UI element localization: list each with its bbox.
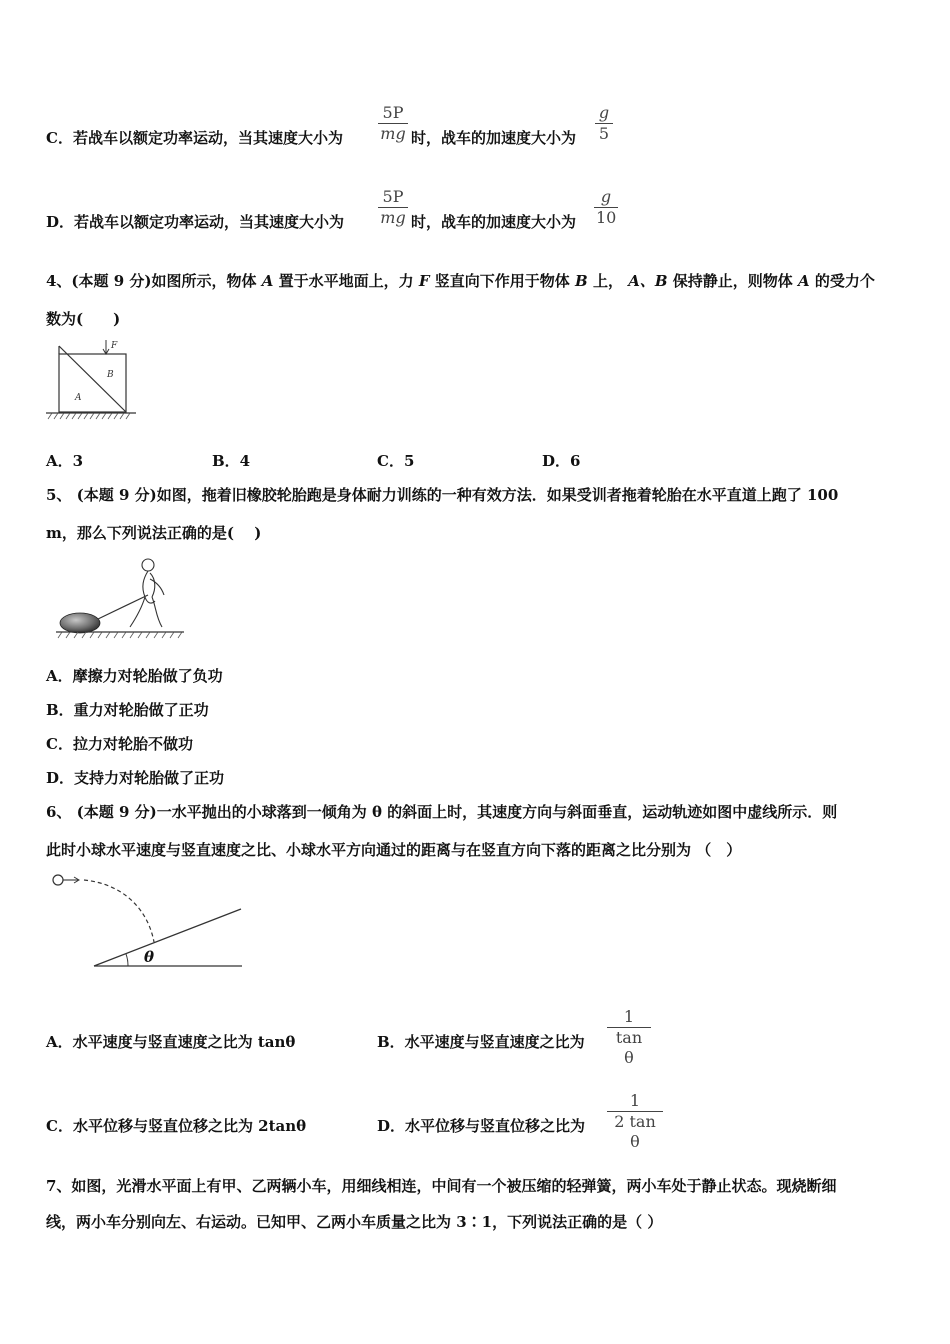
- q6-stem-line1: 6、 (本题 9 分)一水平抛出的小球落到一倾角为 θ 的斜面上时，其速度方向与斜面垂直，运动轨迹如图中虚线所示．则: [46, 803, 838, 821]
- runner-figure: [130, 559, 164, 627]
- q4-option-c[interactable]: C．5: [377, 452, 415, 470]
- q5-option-d[interactable]: D．支持力对轮胎做了正功: [46, 769, 225, 787]
- q4-option-b[interactable]: B．4: [212, 452, 251, 470]
- q6-option-b[interactable]: B．水平速度与竖直速度之比为: [377, 1033, 585, 1051]
- q4-stem-line2: 数为( ): [46, 310, 121, 328]
- q4-figure-label-f: F: [111, 341, 118, 351]
- q6-stem-line2: 此时小球水平速度与竖直速度之比、小球水平方向通过的距离与在竖直方向下落的距离之比分别为 （ ）: [46, 841, 742, 859]
- q5-option-b[interactable]: B．重力对轮胎做了正功: [46, 701, 209, 719]
- q5-figure: [52, 553, 192, 643]
- q6-option-a[interactable]: A．水平速度与竖直速度之比为 tanθ: [46, 1033, 296, 1051]
- q5-option-c[interactable]: C．拉力对轮胎不做功: [46, 735, 193, 753]
- q3-option-d-text: D．若战车以额定功率运动，当其速度大小为: [46, 213, 345, 231]
- q6-figure: [44, 866, 254, 976]
- q3-option-c-text: C．若战车以额定功率运动，当其速度大小为: [46, 129, 343, 147]
- q6-theta-label: θ: [144, 948, 155, 966]
- q4-figure-label-a: A: [75, 393, 82, 403]
- q5-option-a[interactable]: A．摩擦力对轮胎做了负功: [46, 667, 223, 685]
- q6-option-d[interactable]: D．水平位移与竖直位移之比为: [377, 1117, 586, 1135]
- q6-option-d-fraction: $\frac{1}{\text{2 tan θ}}$: [607, 1091, 663, 1152]
- q4-stem-line1: 4、(本题 9 分)如图所示，物体 A 置于水平地面上，力 F 竖直向下作用于物体 B 上， A、B 保持静止，则物体 A 的受力个: [46, 272, 875, 290]
- q6-option-b-fraction: $\frac{1}{\text{tan θ}}$: [607, 1007, 651, 1068]
- tire-shape: [60, 613, 100, 633]
- q3-option-d-acc-fraction: $\frac{g}{10}$: [596, 187, 617, 227]
- q7-stem-line2: 线，两小车分别向左、右运动。已知甲、乙两小车质量之比为 3∶1，下列说法正确的是（ ）: [46, 1213, 663, 1231]
- q3-option-d-mid: 时，战车的加速度大小为: [411, 213, 577, 231]
- q6-option-c[interactable]: C．水平位移与竖直位移之比为 2tanθ: [46, 1117, 307, 1135]
- trajectory-dashed: [84, 880, 154, 942]
- q4-option-a[interactable]: A．3: [46, 452, 84, 470]
- q3-option-c-speed-fraction: $\frac{5P}{mg}$: [378, 103, 408, 144]
- q4-figure-label-b: B: [107, 370, 114, 380]
- q3-option-d[interactable]: [46, 212, 344, 232]
- q5-stem-line2: m，那么下列说法正确的是( ): [46, 524, 262, 542]
- q7-stem-line1: 7、如图，光滑水平面上有甲、乙两辆小车，用细线相连，中间有一个被压缩的轻弹簧，两小车处于静止状态。现烧断细: [46, 1177, 837, 1195]
- q4-option-d[interactable]: D．6: [542, 452, 581, 470]
- q3-option-c-mid: 时，战车的加速度大小为: [411, 129, 577, 147]
- q3-option-c-acc-fraction: $\frac{g}{5}$: [595, 103, 613, 144]
- q3-option-c[interactable]: [46, 128, 343, 148]
- q4-figure: [44, 336, 144, 426]
- q3-option-d-speed-fraction: $\frac{5P}{mg}$: [378, 187, 408, 228]
- q5-stem-line1: 5、 (本题 9 分)如图，拖着旧橡胶轮胎跑是身体耐力训练的一种有效方法．如果受训者拖着轮胎在水平直道上跑了 100: [46, 486, 839, 504]
- ball-shape: [53, 875, 63, 885]
